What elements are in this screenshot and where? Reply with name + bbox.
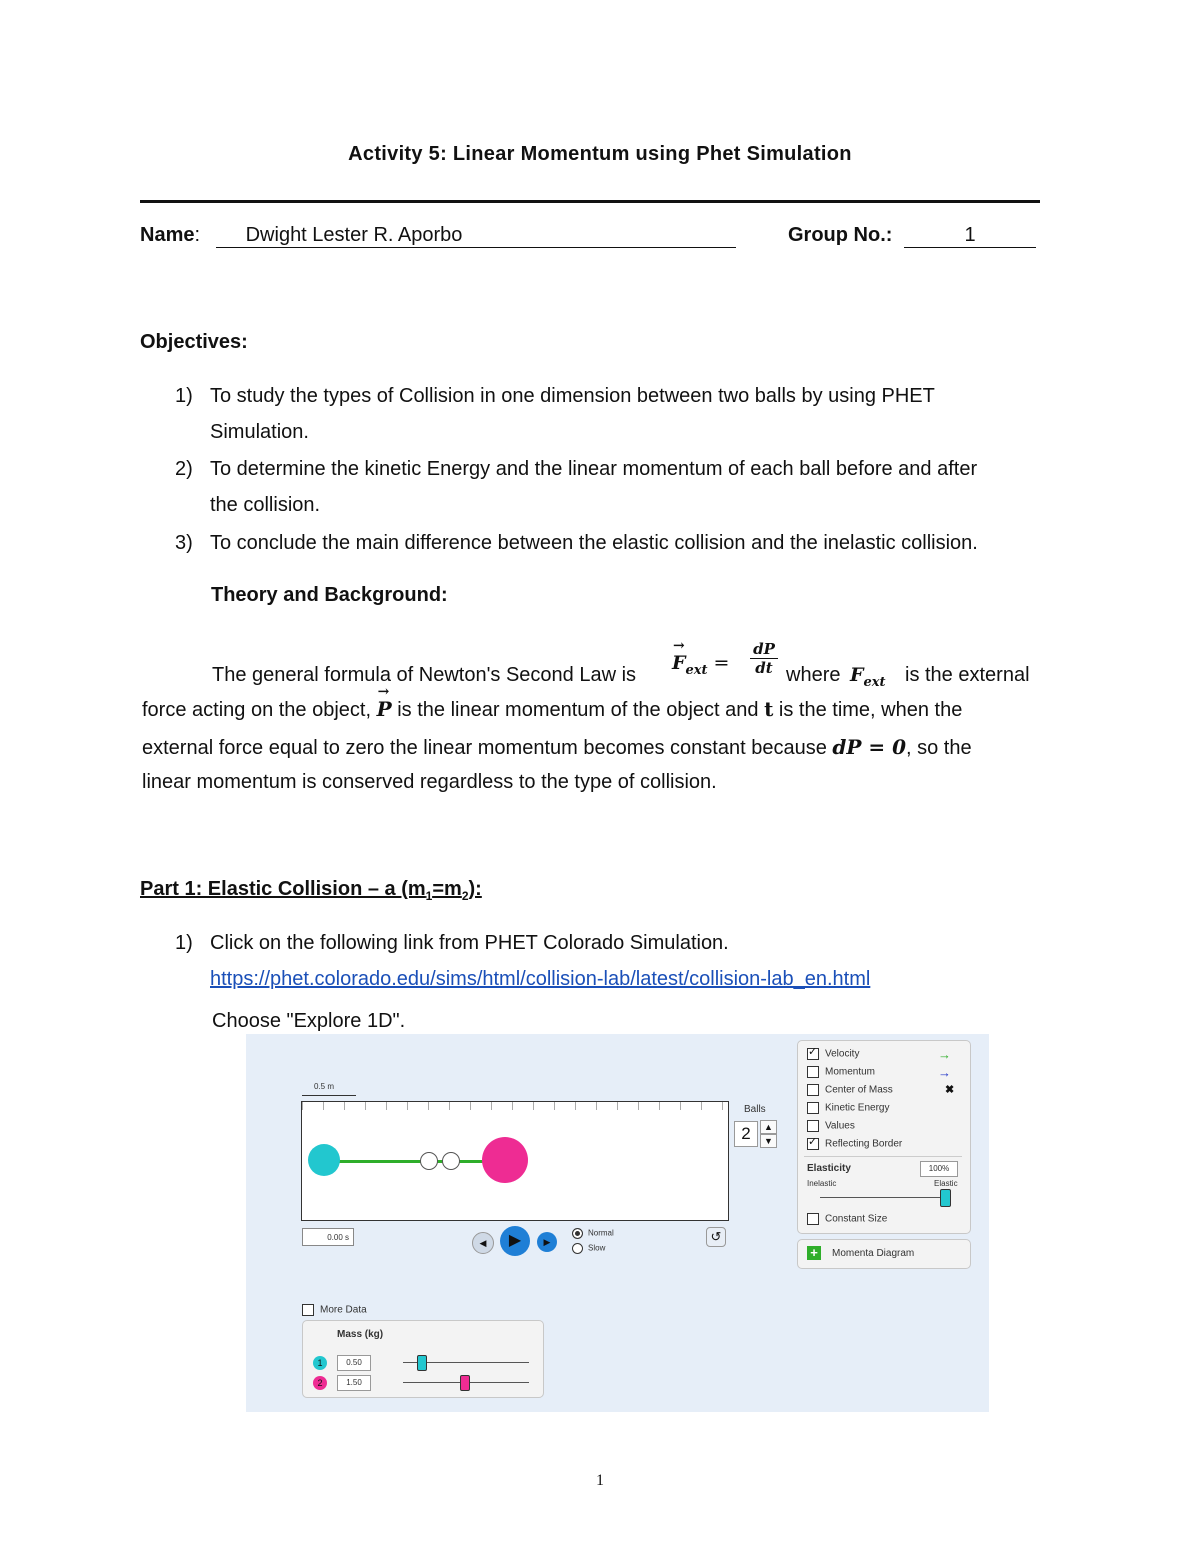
elastic-label: Elastic	[934, 1179, 958, 1188]
options-panel	[797, 1040, 971, 1234]
momenta-diagram-label: Momenta Diagram	[832, 1248, 915, 1259]
more-data-checkbox[interactable]: More Data	[302, 1304, 367, 1316]
document-title: Activity 5: Linear Momentum using Phet Simulation	[348, 143, 852, 165]
theory-heading: Theory and Background:	[211, 584, 448, 606]
group-field[interactable]	[904, 224, 1036, 248]
ball-1-badge: 1	[313, 1356, 327, 1370]
elasticity-slider-track[interactable]	[820, 1197, 944, 1198]
ball-2-ghost	[442, 1152, 460, 1170]
option-center-of-mass[interactable]: Center of Mass	[807, 1084, 893, 1096]
theory-line-3: external force equal to zero the linear momentum becomes constant because dP = 0, so the	[142, 735, 972, 759]
momentum-arrow-icon: →	[938, 1065, 951, 1080]
play-area[interactable]	[301, 1101, 729, 1221]
step-back-button[interactable]: ◀	[472, 1232, 494, 1254]
elasticity-label: Elasticity	[807, 1163, 851, 1174]
inelastic-label: Inelastic	[807, 1179, 837, 1188]
theory-line-2: force acting on the object, → P is the linear momentum of the object and t is the time, when the	[142, 684, 963, 721]
group-value: 1	[964, 224, 976, 246]
mass-panel	[302, 1320, 544, 1398]
page-number: 1	[596, 1472, 604, 1489]
formula-fraction: dP dt	[750, 640, 778, 677]
balls-label: Balls	[744, 1104, 766, 1115]
option-values[interactable]: Values	[807, 1120, 855, 1132]
balls-down-icon[interactable]: ▼	[760, 1134, 777, 1148]
title-divider	[140, 200, 1040, 203]
ruler-ticks	[302, 1102, 728, 1110]
balls-count[interactable]: 2	[734, 1121, 758, 1147]
center-of-mass-icon: ✖	[945, 1084, 955, 1096]
scale-label: 0.5 m	[314, 1082, 335, 1091]
option-reflecting-border[interactable]: ✓Reflecting Border	[807, 1138, 902, 1150]
theory-line-1: The general formula of Newton's Second Law is → $F_{ext}$ = dP dt where $F_{ext}$ is the external	[212, 638, 1030, 690]
ball-1[interactable]	[308, 1144, 340, 1176]
option-momentum[interactable]: Momentum	[807, 1066, 875, 1078]
mass-1-slider-thumb[interactable]	[417, 1355, 427, 1371]
play-button[interactable]: ▶	[500, 1226, 530, 1256]
elasticity-slider-thumb[interactable]	[940, 1189, 951, 1207]
ball-2[interactable]	[482, 1137, 528, 1183]
balls-up-icon[interactable]: ▲	[760, 1120, 777, 1134]
mass-2-slider-thumb[interactable]	[460, 1375, 470, 1391]
step-forward-button[interactable]: ▶	[537, 1232, 557, 1252]
objectives-heading: Objectives:	[140, 331, 248, 353]
group-label: Group No.:	[788, 224, 893, 246]
reset-icon[interactable]: ↺	[706, 1227, 726, 1247]
mass-2-value: 1.50	[337, 1375, 371, 1391]
formula-fext: → $F_{ext}$ =	[672, 638, 730, 678]
name-label: Name	[140, 224, 195, 246]
scale-bar	[302, 1095, 356, 1096]
choose-instruction: Choose "Explore 1D".	[212, 1010, 406, 1032]
speed-slow-radio[interactable]: Slow	[572, 1243, 605, 1254]
elasticity-value: 100%	[920, 1161, 958, 1177]
option-velocity[interactable]: ✓Velocity	[807, 1048, 859, 1060]
ball-2-badge: 2	[313, 1376, 327, 1390]
part1-heading: Part 1: Elastic Collision – a $(m_1=m_2)$:	[140, 878, 482, 903]
plus-icon: +	[807, 1246, 821, 1260]
momenta-diagram-button[interactable]	[797, 1239, 971, 1269]
formula-fext-inline: $F_{ext}$	[850, 664, 886, 690]
theory-line-4: linear momentum is conserved regardless to the type of collision.	[142, 771, 717, 793]
simulation-screenshot	[246, 1034, 989, 1412]
speed-normal-radio[interactable]: Normal	[572, 1228, 614, 1239]
options-divider	[804, 1156, 962, 1157]
mass-heading: Mass (kg)	[337, 1329, 384, 1340]
simulation-link[interactable]: https://phet.colorado.edu/sims/html/collision-lab/latest/collision-lab_en.html	[210, 968, 871, 990]
mass-1-value: 0.50	[337, 1355, 371, 1371]
option-constant-size[interactable]: Constant Size	[807, 1213, 887, 1225]
name-row: Name: Dwight Lester R. Aporbo Group No.: 1	[140, 224, 1040, 254]
velocity-arrow-icon: →	[938, 1047, 951, 1062]
option-kinetic-energy[interactable]: Kinetic Energy	[807, 1102, 889, 1114]
time-readout: 0.00 s	[302, 1228, 354, 1246]
ball-1-ghost	[420, 1152, 438, 1170]
name-value: Dwight Lester R. Aporbo	[245, 224, 463, 246]
name-field[interactable]	[216, 224, 736, 248]
